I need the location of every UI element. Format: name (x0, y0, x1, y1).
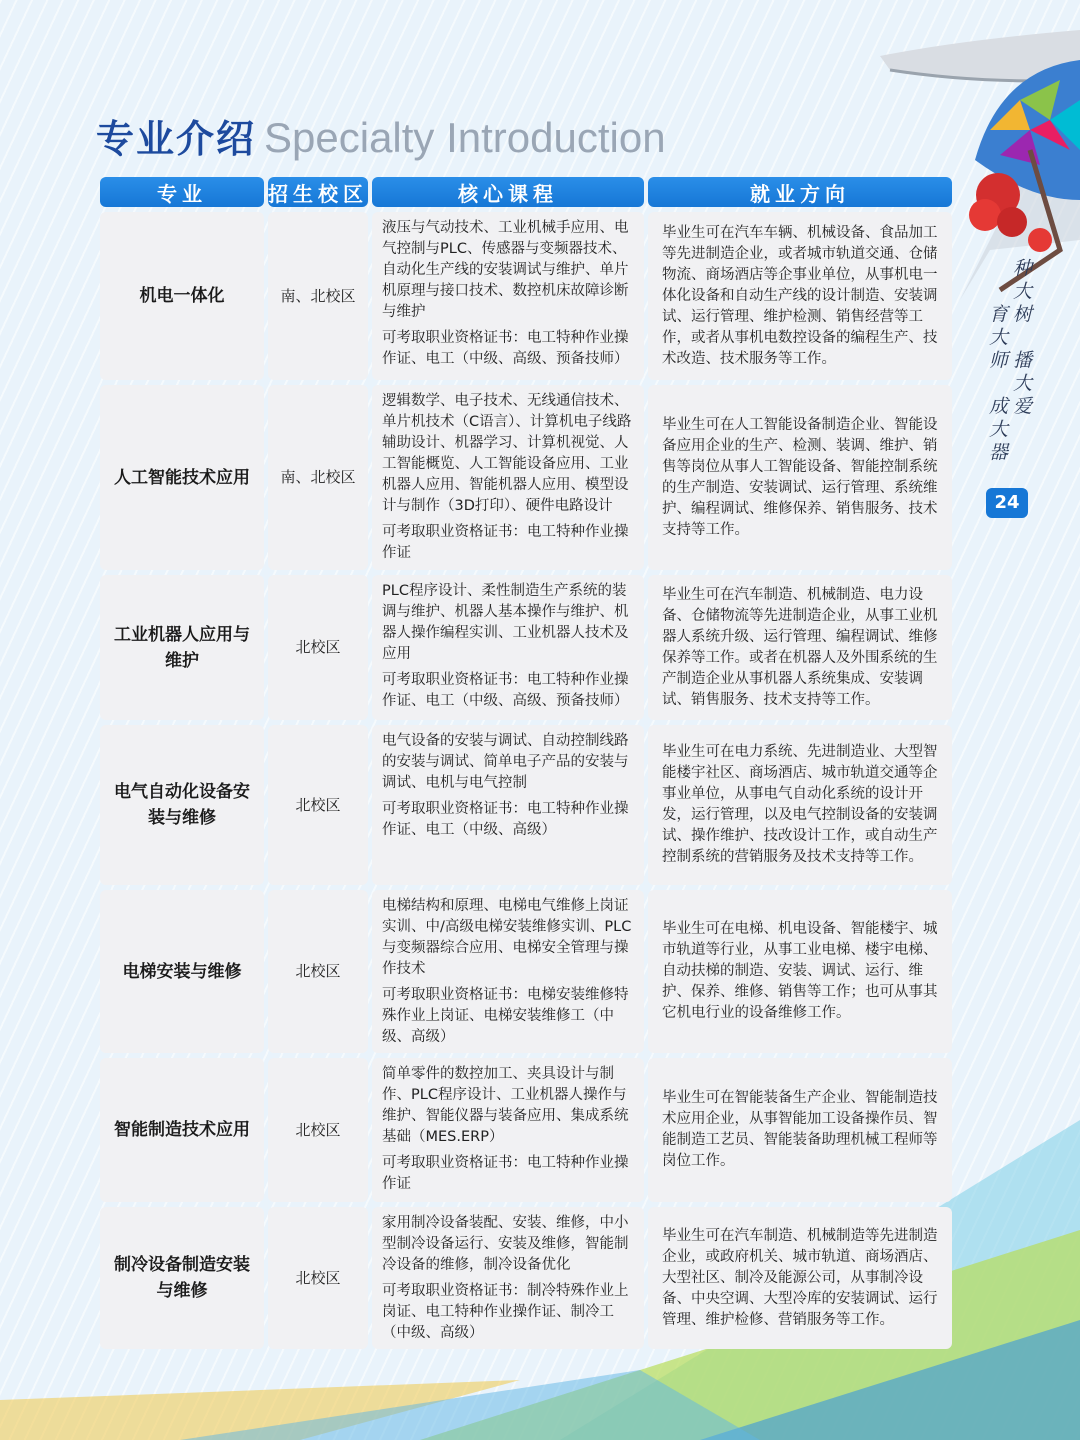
course-cell (372, 575, 644, 720)
course-cell (372, 1058, 644, 1202)
course-cell (372, 212, 644, 380)
course-list: PLC程序设计、柔性制造生产系统的装调与维护、机器人基本操作与维护、机器人操作编程实训、工业机器人技术及应用 (382, 583, 629, 662)
course-cell (372, 890, 644, 1053)
career-cell: 毕业生可在电梯、机电设备、智能楼宇、城市轨道等行业，从事工业电梯、楼宇电梯、自动扶梯的制造、安装、调试、运行、维护、保养、维修、销售等工作；也可从事其它机电行业的设备维修工作。 (648, 890, 952, 1053)
header-row (100, 177, 952, 207)
course-cell (372, 385, 644, 570)
career-cell: 毕业生可在汽车制造、机械制造、电力设备、仓储物流等先进制造企业，从事工业机器人系统升级、运行管理、编程调试、维修保养等工作。或者在机器人及外围系统的生产制造企业从事机器人系统集成、安装调试、销售服务、技术支持等工作。 (648, 575, 952, 720)
major-name: 制冷设备制造安装与维修 (100, 1207, 264, 1349)
certificate-text: 可考取职业资格证书：电工特种作业操作证 (382, 1155, 629, 1192)
page-title (96, 108, 666, 164)
header-campus: 招生校区 (268, 177, 368, 207)
course-list: 逻辑数学、电子技术、无线通信技术、单片机技术（C语言）、计算机电子线路辅助设计、机器学习、计算机视觉、人工智能概览、人工智能设备应用、工业机器人应用、智能机器人应用、模型设计与制作（3D打印）、硬件电路设计 (382, 393, 632, 514)
campus-cell: 南、北校区 (268, 385, 368, 570)
major-name: 电梯安装与维修 (100, 890, 264, 1053)
certificate-text: 可考取职业资格证书：电梯安装维修特殊作业上岗证、电梯安装维修工（中级、高级） (382, 987, 629, 1045)
certificate-text: 可考取职业资格证书：电工特种作业操作证、电工（中级、高级、预备技师） (382, 672, 629, 709)
career-cell: 毕业生可在汽车车辆、机械设备、食品加工等先进制造企业，或者城市轨道交通、仓储物流、商场酒店等企事业单位，从事机电一体化设备和自动生产线的设计制造、安装调试、运行管理、维护检测、销售经营等工作，或者从事机电数控设备的编程生产、技术改造、技术服务等工作。 (648, 212, 952, 380)
header-courses: 核心课程 (372, 177, 644, 207)
campus-cell: 北校区 (268, 1058, 368, 1202)
course-list: 简单零件的数控加工、夹具设计与制作、PLC程序设计、工业机器人操作与维护、智能仪器与装备应用、集成系统基础（MES.ERP） (382, 1066, 629, 1145)
certificate-text: 可考取职业资格证书：电工特种作业操作证、电工（中级、高级） (382, 801, 629, 838)
major-name: 工业机器人应用与维护 (100, 575, 264, 720)
specialty-table (96, 172, 956, 1354)
career-cell: 毕业生可在电力系统、先进制造业、大型智能楼宇社区、商场酒店、城市轨道交通等企事业单位，从事电气自动化系统的设计开发，运行管理，以及电气控制设备的安装调试、操作维护、技改设计工作，或自动生产控制系统的营销服务及技术支持等工作。 (648, 725, 952, 885)
table-row (100, 890, 952, 1053)
title-english: Specialty Introduction (264, 114, 666, 161)
campus-cell: 北校区 (268, 575, 368, 720)
career-cell: 毕业生可在智能装备生产企业、智能制造技术应用企业，从事智能加工设备操作员、智能制造工艺员、智能装备助理机械工程师等岗位工作。 (648, 1058, 952, 1202)
course-list: 家用制冷设备装配、安装、维修，中小型制冷设备运行、安装及维修，智能制冷设备的维修，制冷设备优化 (382, 1215, 629, 1273)
header-career: 就业方向 (648, 177, 952, 207)
course-cell (372, 1207, 644, 1349)
major-name: 人工智能技术应用 (100, 385, 264, 570)
header-major: 专业 (100, 177, 264, 207)
certificate-text: 可考取职业资格证书：电工特种作业操作证、电工（中级、高级、预备技师） (382, 330, 629, 367)
side-motto-3: 播大爱 (1010, 350, 1032, 419)
major-name: 机电一体化 (100, 212, 264, 380)
certificate-text: 可考取职业资格证书：制冷特殊作业上岗证、电工特种作业操作证、制冷工（中级、高级） (382, 1283, 629, 1341)
course-list: 电梯结构和原理、电梯电气维修上岗证实训、中/高级电梯安装维修实训、PLC与变频器综合应用、电梯安全管理与操作技术 (382, 898, 632, 977)
major-name: 智能制造技术应用 (100, 1058, 264, 1202)
table-row (100, 725, 952, 885)
page-number-badge: 24 (986, 488, 1028, 518)
campus-cell: 南、北校区 (268, 212, 368, 380)
title-chinese: 专业介绍 (96, 117, 257, 161)
table-row (100, 1058, 952, 1202)
side-motto-1: 种大树 (1010, 258, 1032, 327)
major-name: 电气自动化设备安装与维修 (100, 725, 264, 885)
side-motto-4: 成大器 (986, 396, 1008, 465)
course-list: 液压与气动技术、工业机械手应用、电气控制与PLC、传感器与变频器技术、自动化生产线的安装调试与维护、单片机原理与接口技术、数控机床故障诊断与维护 (382, 220, 629, 320)
table-row (100, 212, 952, 380)
certificate-text: 可考取职业资格证书：电工特种作业操作证 (382, 524, 629, 561)
course-cell (372, 725, 644, 885)
campus-cell: 北校区 (268, 890, 368, 1053)
career-cell: 毕业生可在汽车制造、机械制造等先进制造企业，或政府机关、城市轨道、商场酒店、大型社区、制冷及能源公司，从事制冷设备、中央空调、大型冷库的安装调试、运行管理、维护检修、营销服务等工作。 (648, 1207, 952, 1349)
table-row (100, 385, 952, 570)
career-cell: 毕业生可在人工智能设备制造企业、智能设备应用企业的生产、检测、装调、维护、销售等岗位从事人工智能设备、智能控制系统的生产制造、安装调试、运行管理、系统维护、编程调试、维修保养、销售服务、技术支持等工作。 (648, 385, 952, 570)
table-row (100, 575, 952, 720)
campus-cell: 北校区 (268, 725, 368, 885)
course-list: 电气设备的安装与调试、自动控制线路的安装与调试、简单电子产品的安装与调试、电机与电气控制 (382, 733, 629, 791)
campus-cell: 北校区 (268, 1207, 368, 1349)
table-row (100, 1207, 952, 1349)
side-motto-2: 育大师 (986, 304, 1008, 373)
